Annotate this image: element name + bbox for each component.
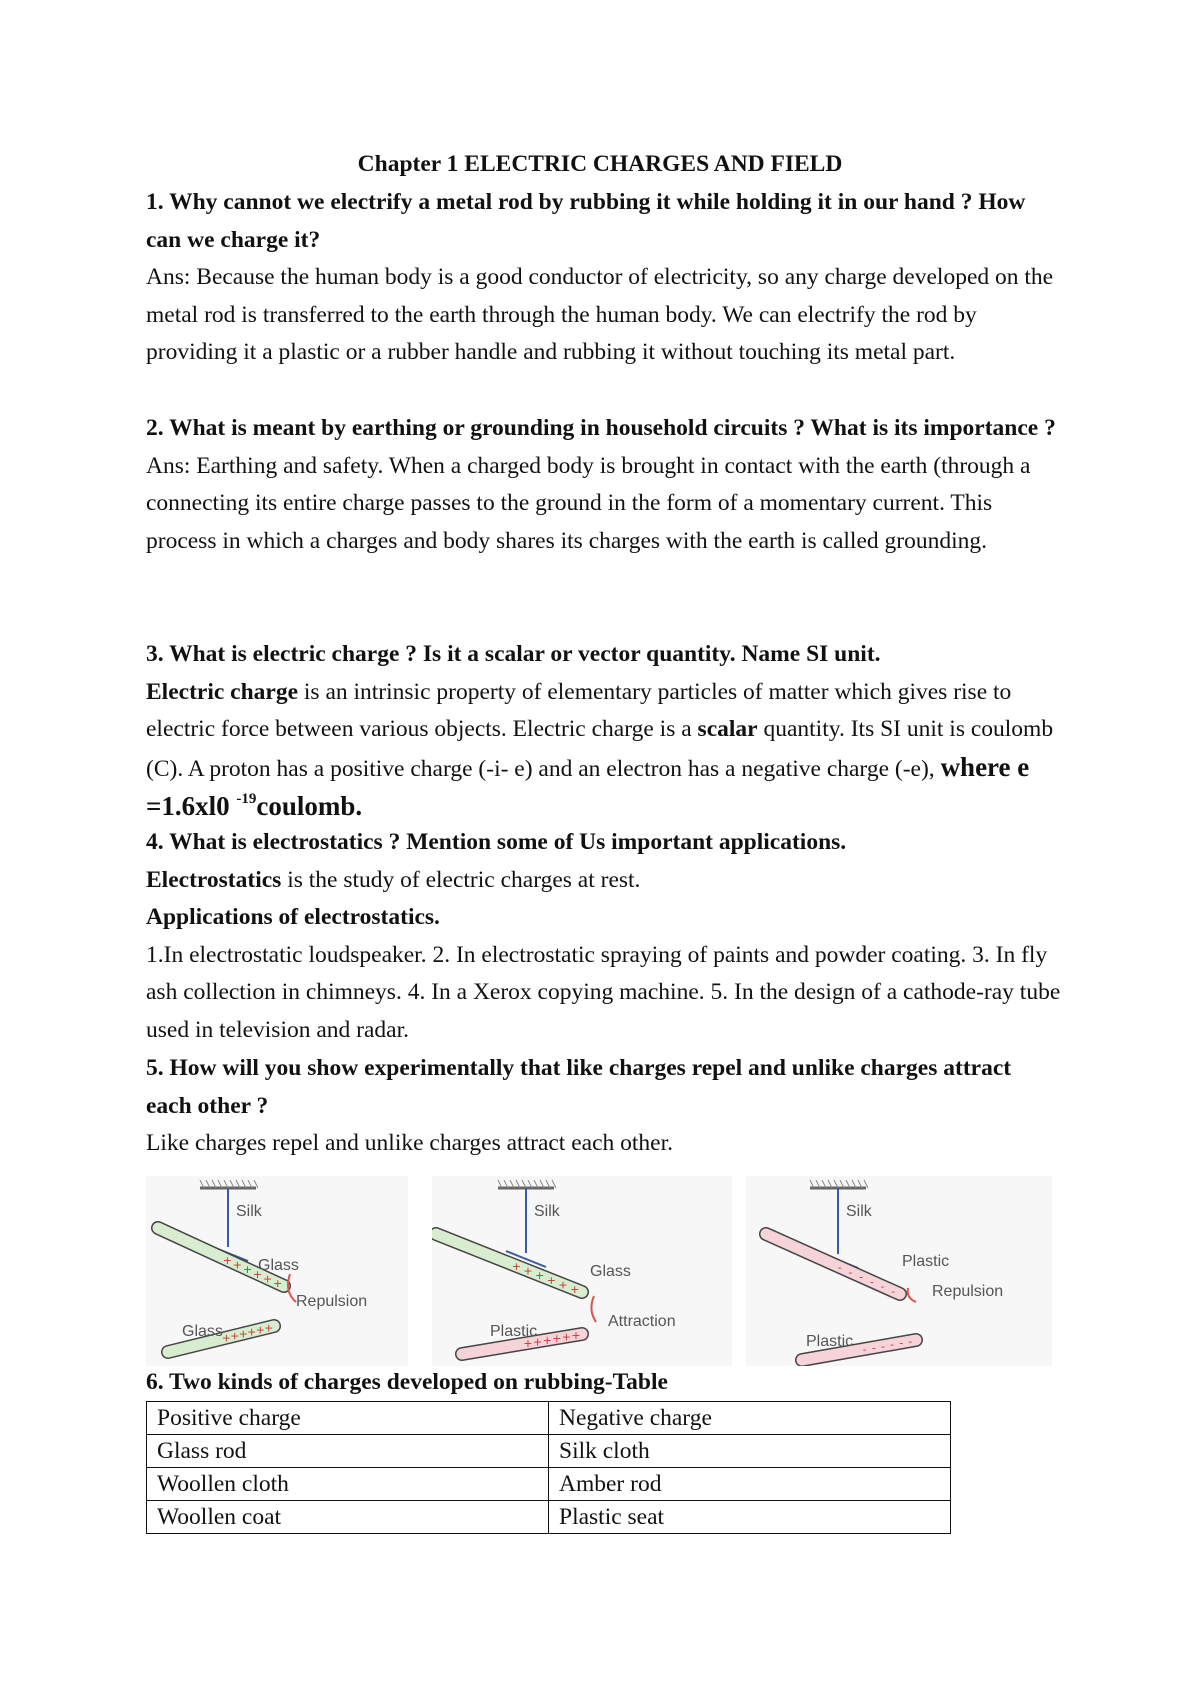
thread-label: Silk (236, 1203, 262, 1220)
charge-mark: - (869, 1275, 874, 1289)
charge-mark: + (238, 1327, 248, 1341)
thread-label: Silk (534, 1203, 560, 1220)
charge-mark: + (221, 1331, 231, 1345)
effect-label: Repulsion (932, 1283, 1004, 1300)
charge-mark: - (908, 1335, 913, 1348)
charge-mark: + (264, 1321, 274, 1335)
q3-answer-part2: quantity. Its SI unit is coulomb (C). A proton has a positive charge (-i- e) and an electron has a negative charge (-e), (146, 716, 1054, 782)
table-header-cell: Negative charge (549, 1402, 951, 1435)
charge-mark: - (848, 1265, 853, 1279)
charge-unit: coulomb. (256, 791, 363, 822)
charge-mark: + (252, 1267, 263, 1281)
charge-mark: - (871, 1341, 876, 1355)
charges-table (146, 1401, 951, 1534)
charge-exponent: -19 (236, 791, 257, 808)
charge-mark: + (535, 1269, 545, 1283)
q1-answer: Ans: Because the human body is a good conductor of electricity, so any charge developed on the metal rod is transferred to the earth through the human body. We can electrify the rod by providing it a plastic or a rubber handle and rubbing it without touching its metal part. (146, 264, 1054, 366)
charge-mark: + (255, 1323, 265, 1337)
lower-rod-label: Plastic (490, 1323, 538, 1340)
upper-rod-label: Glass (258, 1257, 299, 1274)
charge-mark: + (552, 1332, 562, 1346)
charge-mark: + (546, 1273, 556, 1287)
charge-mark: + (571, 1329, 581, 1342)
lower-rod-label: Glass (182, 1323, 223, 1340)
q2-block (146, 410, 1061, 560)
table-cell: Glass rod (147, 1435, 549, 1468)
applications-list: 1.In electrostatic loudspeaker. 2. In electrostatic spraying of paints and powder coating. 3. In fly ash collection in chimneys. 4. In a Xerox copying machine. 5. In the design of a cathode-ray tube used in television and radar. (146, 941, 1061, 1043)
charge-mark: + (242, 1263, 253, 1277)
thread-label: Silk (846, 1203, 872, 1220)
charge-mark: + (230, 1329, 240, 1343)
q3-block (146, 636, 1061, 828)
q6-block (146, 1364, 1061, 1402)
charge-mark: + (523, 1337, 533, 1350)
effect-label: Attraction (608, 1313, 676, 1330)
charge-mark: + (511, 1259, 521, 1273)
q1-question: 1. Why cannot we electrify a metal rod by rubbing it while holding it in our hand ? How can we charge it? (146, 189, 1026, 253)
charge-mark: + (273, 1277, 283, 1291)
q3-answer-part1: is an intrinsic property of elementary particles of matter which gives rise to electric force between various objects. Electric charge is a (146, 678, 1012, 743)
charge-mark: + (263, 1272, 273, 1286)
q4-term: Electrostatics (146, 866, 282, 893)
table-row (147, 1435, 951, 1468)
table-cell: Silk cloth (549, 1435, 951, 1468)
charge-mark: - (837, 1261, 842, 1274)
q4-question: 4. What is electrostatics ? Mention some of Us important applications. (146, 829, 847, 855)
figure-glass-plastic-attraction (432, 1176, 732, 1366)
charge-mark: - (899, 1336, 904, 1350)
chapter-title: Chapter 1 ELECTRIC CHARGES AND FIELD (357, 151, 843, 177)
applications-heading: Applications of electrostatics. (146, 904, 440, 931)
charge-mark: + (232, 1258, 242, 1272)
q1-block (146, 184, 1061, 372)
table-header-cell: Positive charge (147, 1402, 549, 1435)
q3-term: Electric charge (146, 678, 299, 705)
charge-mark: + (561, 1330, 572, 1344)
q6-heading: 6. Two kinds of charges developed on rubbing-Table (146, 1369, 668, 1395)
charge-experiment-figures (146, 1176, 1052, 1366)
q2-answer: Ans: Earthing and safety. When a charged body is brought in contact with the earth (through a connecting its entire charge passes to the ground in the form of a momentary current. This process in which a charges and body shares its charges with the earth is called grounding. (146, 452, 1031, 554)
charge-mark: + (222, 1253, 232, 1267)
effect-label: Repulsion (296, 1293, 368, 1310)
q5-block (146, 1050, 1061, 1163)
q4-block (146, 824, 1061, 1050)
charge-mark: - (890, 1338, 895, 1352)
q3-scalar: scalar (697, 716, 758, 743)
q5-answer: Like charges repel and unlike charges attract each other. (146, 1130, 673, 1157)
q3-question: 3. What is electric charge ? Is it a scalar or vector quantity. Name SI unit. (146, 641, 881, 667)
charge-mark: + (570, 1283, 580, 1297)
charge-mark: + (542, 1333, 552, 1347)
upper-rod-label: Glass (590, 1263, 631, 1280)
lower-rod-label: Plastic (806, 1333, 854, 1350)
upper-rod-label: Plastic (902, 1253, 950, 1270)
charge-mark: + (247, 1325, 257, 1339)
table-cell: Woollen cloth (147, 1468, 549, 1501)
table-cell: Plastic seat (549, 1501, 951, 1534)
figure-plastic-plastic-repulsion (746, 1176, 1052, 1366)
charge-mark: + (523, 1264, 533, 1278)
q5-question: 5. How will you show experimentally that like charges repel and unlike charges attract each other ? (146, 1055, 1012, 1119)
charge-formula: where e =1.6xl0 (146, 751, 1030, 822)
q3-answer (146, 674, 1061, 828)
table-row (147, 1468, 951, 1501)
q4-definition-line (146, 862, 1061, 900)
charge-mark: - (859, 1270, 864, 1284)
charge-mark: - (891, 1285, 896, 1298)
charge-mark: + (558, 1278, 568, 1292)
table-row (147, 1501, 951, 1534)
charge-mark: - (880, 1280, 885, 1294)
table-cell: Amber rod (549, 1468, 951, 1501)
table-header-row (147, 1402, 951, 1435)
charge-mark: - (862, 1343, 867, 1356)
q4-definition: is the study of electric charges at rest. (281, 866, 641, 893)
charge-mark: + (532, 1335, 543, 1349)
q2-question: 2. What is meant by earthing or grounding in household circuits ? What is its importance ? (146, 415, 1056, 441)
table-cell: Woollen coat (147, 1501, 549, 1534)
figure-glass-glass-repulsion (146, 1176, 408, 1366)
charge-mark: - (880, 1339, 885, 1353)
